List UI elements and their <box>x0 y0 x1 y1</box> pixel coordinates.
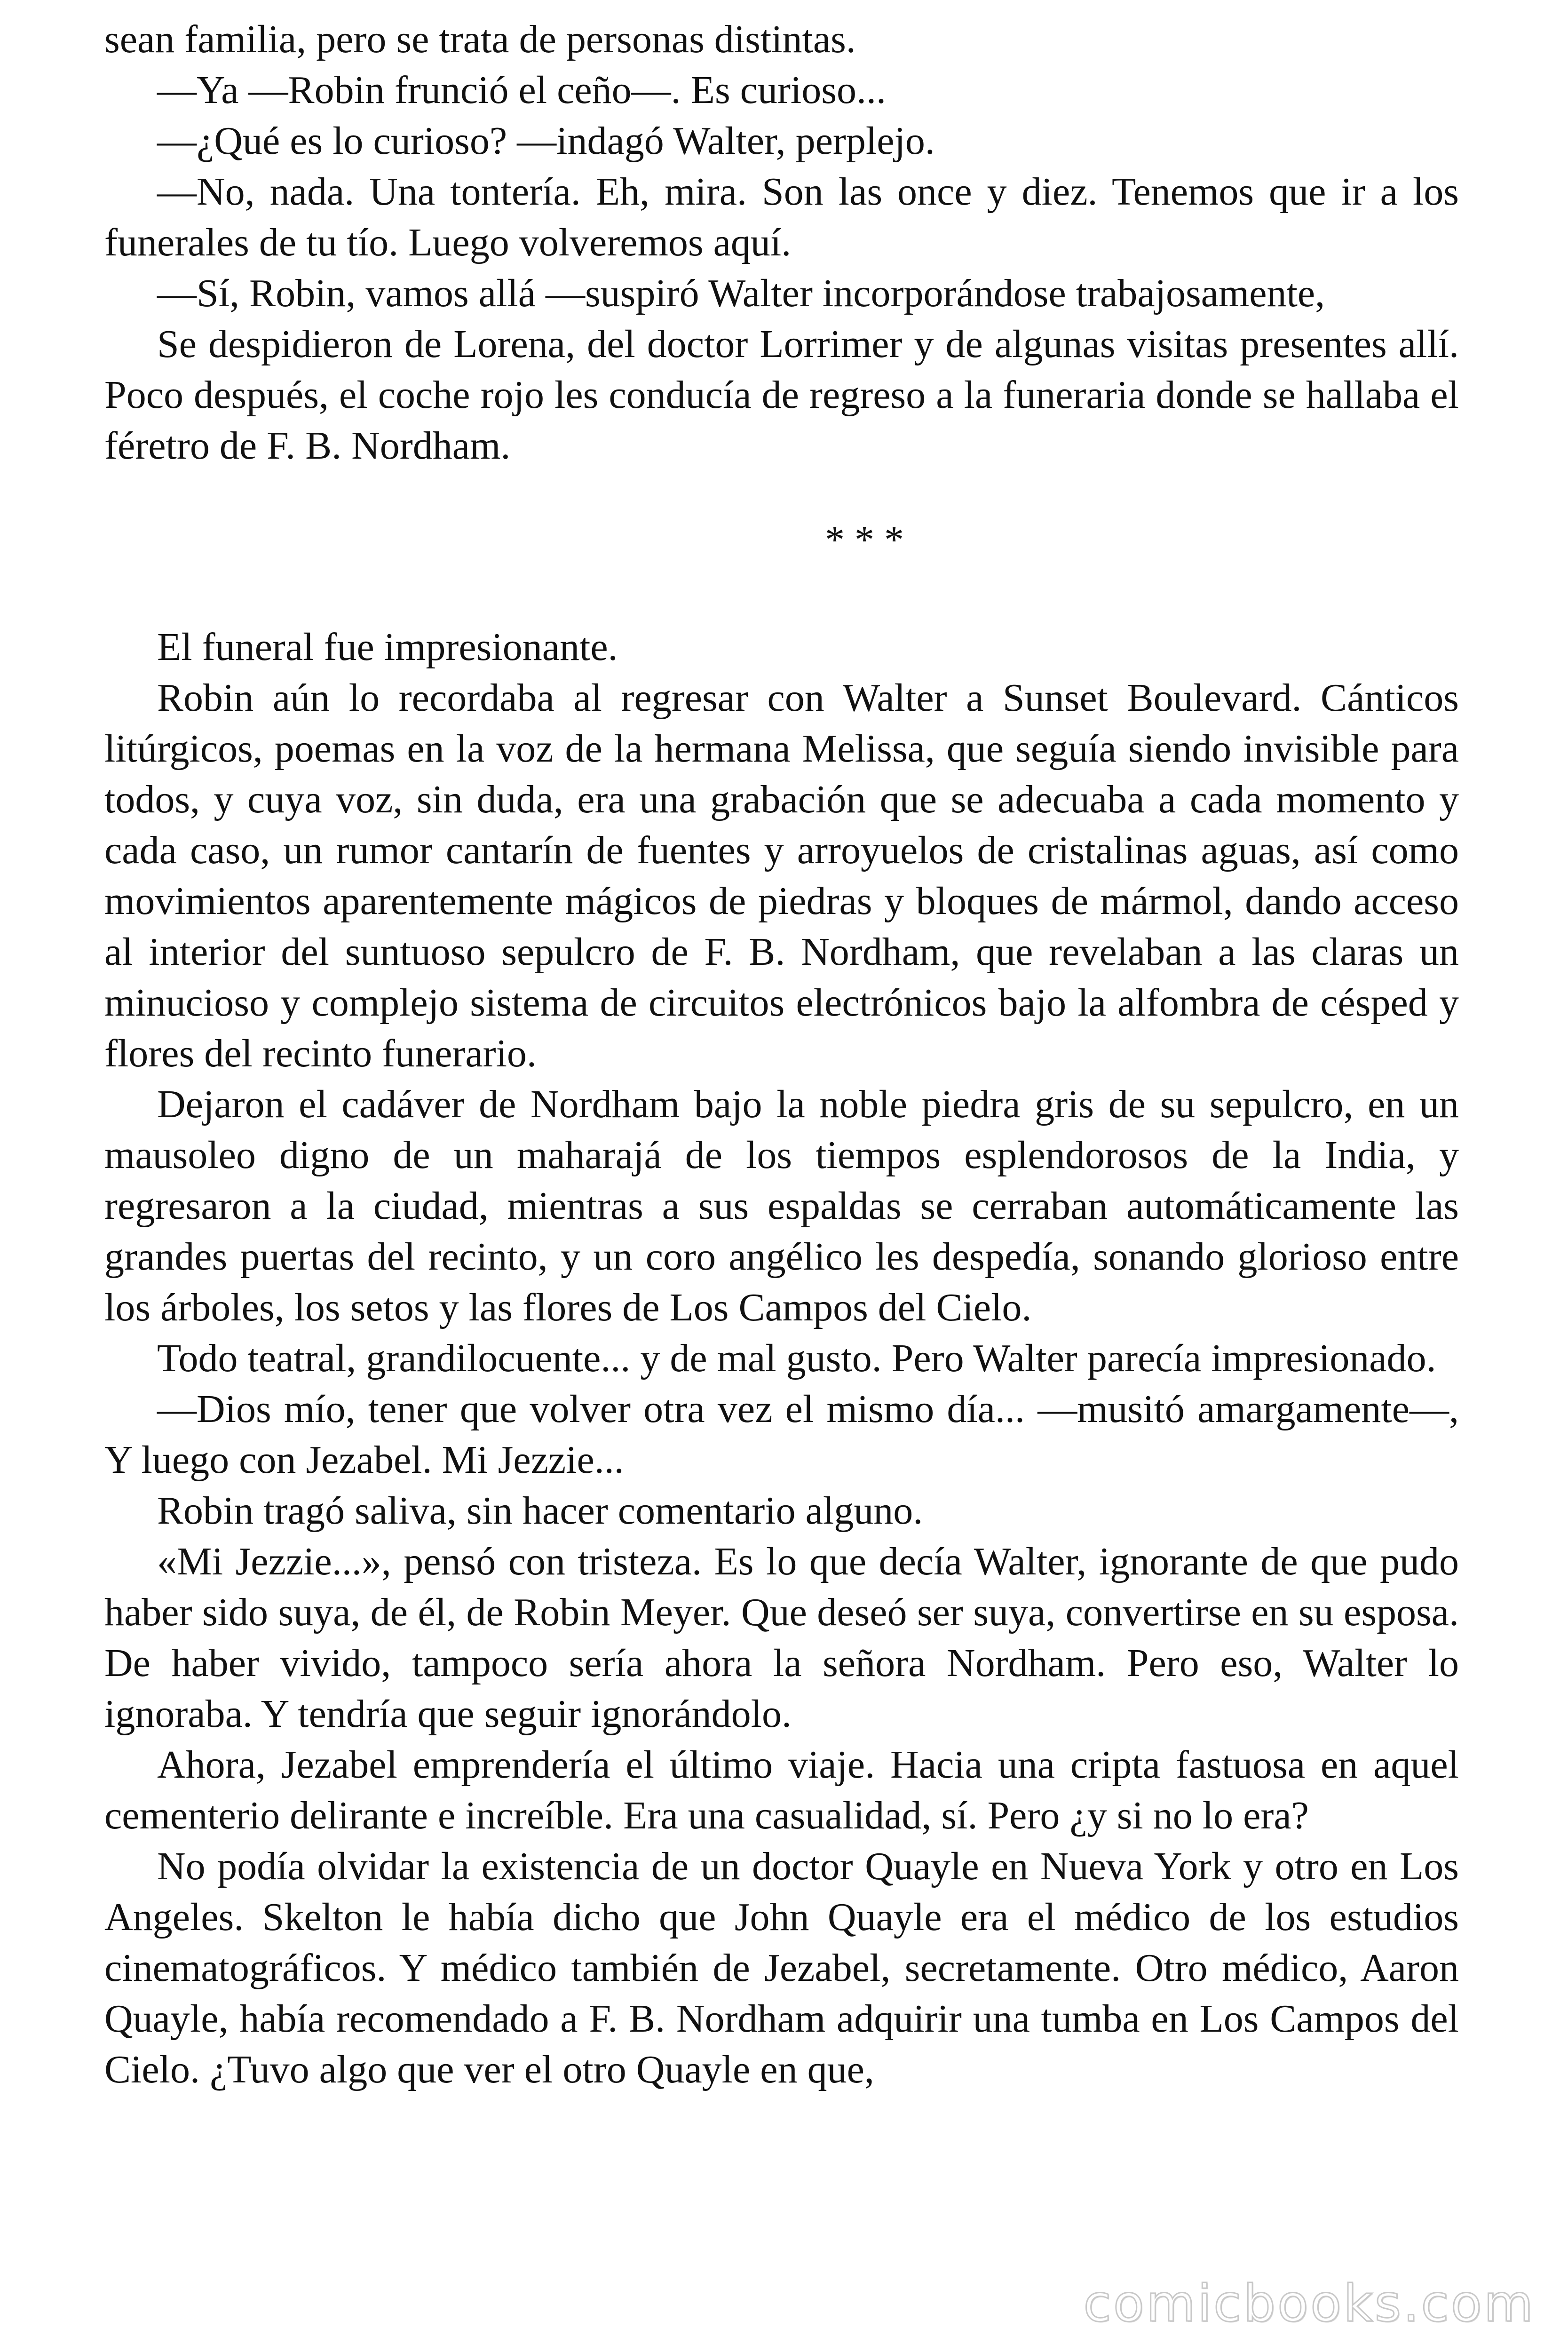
paragraph: —¿Qué es lo curioso? —indagó Walter, perplejo. <box>157 119 935 163</box>
paragraph: —Dios mío, tener que volver otra vez el mismo día... —musitó amargamente—, Y luego con Jezabel. Mi Jezzie... <box>104 1387 1459 1482</box>
paragraph: sean familia, pero se trata de personas distintas. <box>104 17 856 61</box>
paragraph: No podía olvidar la existencia de un doctor Quayle en Nueva York y otro en Los Angeles. Skelton le había dicho que John Quayle era el médico de los estudios cinematográficos. Y médico también de Jezabel, secretamente. Otro médico, Aaron Quayle, había recomendado a F. B. Nordham adquirir una tumba en Los Campos del Cielo. ¿Tuvo algo que ver el otro Quayle en que, <box>104 1844 1459 2091</box>
paragraph: —Ya —Robin frunció el ceño—. Es curioso... <box>157 68 886 112</box>
paragraph: Dejaron el cadáver de Nordham bajo la noble piedra gris de su sepulcro, en un mausoleo digno de un maharajá de los tiempos esplendorosos de la India, y regresaron a la ciudad, mientras a sus espaldas se cerraban automáticamente las grandes puertas del recinto, y un coro angélico les despedía, sonando glorioso entre los árboles, los setos y las flores de Los Campos del Cielo. <box>104 1082 1459 1329</box>
watermark: comicbooks.com <box>1083 2274 1535 2333</box>
paragraph: —No, nada. Una tontería. Eh, mira. Son las once y diez. Tenemos que ir a los funerales de tu tío. Luego volveremos aquí. <box>104 170 1459 264</box>
section-separator: * * * <box>825 518 904 562</box>
paragraph: Se despidieron de Lorena, del doctor Lorrimer y de algunas visitas presentes allí. Poco después, el coche rojo les conducía de regreso a la funeraria donde se hallaba el féretro de F. B. Nordham. <box>104 322 1459 468</box>
paragraph: Ahora, Jezabel emprendería el último viaje. Hacia una cripta fastuosa en aquel cementerio delirante e increíble. Era una casualidad, sí. Pero ¿y si no lo era? <box>104 1743 1459 1837</box>
paragraph: Robin aún lo recordaba al regresar con Walter a Sunset Boulevard. Cánticos litúrgicos, poemas en la voz de la hermana Melissa, que seguía siendo invisible para todos, y cuya voz, sin duda, era una grabación que se adecuaba a cada momento y cada caso, un rumor cantarín de fuentes y arroyuelos de cristalinas aguas, así como movimientos aparentemente mágicos de piedras y bloques de mármol, dando acceso al interior del suntuoso sepulcro de F. B. Nordham, que revelaban a las claras un minucioso y complejo sistema de circuitos electrónicos bajo la alfombra de césped y flores del recinto funerario. <box>104 676 1459 1075</box>
paragraph: Robin tragó saliva, sin hacer comentario alguno. <box>157 1489 923 1533</box>
paragraph: Todo teatral, grandilocuente... y de mal gusto. Pero Walter parecía impresionado. <box>157 1336 1436 1380</box>
paragraph: «Mi Jezzie...», pensó con tristeza. Es lo que decía Walter, ignorante de que pudo haber sido suya, de él, de Robin Meyer. Que deseó ser suya, convertirse en su esposa. De haber vivido, tampoco sería ahora la señora Nordham. Pero eso, Walter lo ignoraba. Y tendría que seguir ignorándolo. <box>104 1540 1459 1736</box>
book-page <box>104 14 1459 2095</box>
paragraph: El funeral fue impresionante. <box>157 625 618 669</box>
paragraph: —Sí, Robin, vamos allá —suspiró Walter incorporándose trabajosamente, <box>157 271 1325 315</box>
